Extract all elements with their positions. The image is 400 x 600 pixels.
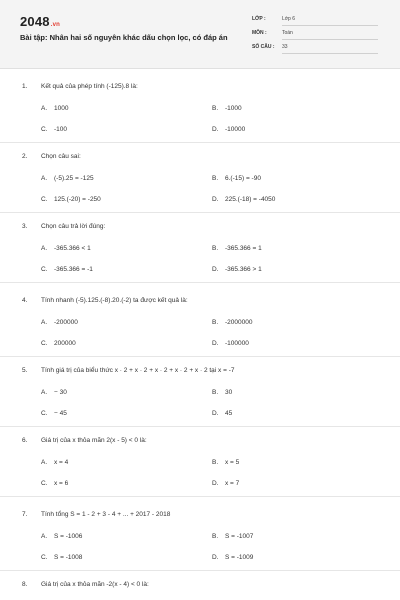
question-text: Tính tổng S = 1 - 2 + 3 - 4 + ... + 2017 - 2018 [41,511,171,518]
option-c[interactable]: C. x = 6 [41,480,69,487]
question-1 [0,72,400,143]
option-b[interactable]: B. x = 5 [212,459,240,466]
question-number: 8. [22,581,28,588]
question-2 [0,142,400,213]
question-number: 5. [22,367,28,374]
option-a[interactable]: A. 1000 [41,105,69,112]
question-number: 4. [22,297,28,304]
option-d[interactable]: D. -10000 [212,126,246,133]
option-b[interactable]: B. 30 [212,389,233,396]
option-c[interactable]: C. S = -1008 [41,554,83,561]
question-number: 2. [22,153,28,160]
option-c[interactable]: C. 125.(-20) = -250 [41,196,101,203]
option-b[interactable]: B. S = -1007 [212,533,254,540]
worksheet-title: Bài tập: Nhân hai số nguyên khác dấu chọn lọc, có đáp án [20,33,228,42]
option-a[interactable]: A. − 30 [41,389,67,396]
question-number: 7. [22,511,28,518]
meta-value: Lớp 6 [282,16,378,26]
meta-question-count [252,44,380,56]
question-number: 6. [22,437,28,444]
question-text: Chọn câu sai: [41,153,81,160]
meta-subject [252,30,380,42]
option-a[interactable]: A. (-5).25 = -125 [41,175,94,182]
option-d[interactable]: D. -100000 [212,340,249,347]
meta-label: SỐ CÂU : [252,44,275,50]
question-3 [0,212,400,283]
option-b[interactable]: B. -365.366 = 1 [212,245,262,252]
meta-label: MÔN : [252,30,267,36]
option-b[interactable]: B. 6.(-15) = -90 [212,175,261,182]
question-text: Tính nhanh (-5).125.(-8).20.(-2) ta được kết quả là: [41,297,188,304]
meta-label: LỚP : [252,16,266,22]
meta-value: Toán [282,30,378,40]
question-4 [0,286,400,357]
question-8 [0,570,400,600]
option-d[interactable]: D. 225.(-18) = -4050 [212,196,276,203]
option-a[interactable]: A. S = -1006 [41,533,83,540]
meta-grade [252,16,380,28]
option-a[interactable]: A. x = 4 [41,459,69,466]
option-d[interactable]: D. -365.366 > 1 [212,266,262,273]
option-d[interactable]: D. 45 [212,410,233,417]
option-b[interactable]: B. -1000 [212,105,242,112]
option-c[interactable]: C. 200000 [41,340,76,347]
option-b[interactable]: B. -2000000 [212,319,253,326]
question-text: Tính giá trị của biểu thức x · 2 + x · 2 + x · 2 + x · 2 + x · 2 tại x = -7 [41,367,235,374]
question-6 [0,426,400,497]
worksheet-header [0,0,400,69]
site-logo[interactable]: 2048.vn [20,14,61,29]
meta-value: 33 [282,44,378,54]
question-text: Giá trị của x thỏa mãn -2(x - 4) < 0 là: [41,581,149,588]
option-c[interactable]: C. -365.366 = -1 [41,266,93,273]
option-c[interactable]: C. -100 [41,126,68,133]
question-text: Chọn câu trả lời đúng: [41,223,106,230]
question-text: Giá trị của x thỏa mãn 2(x - 5) < 0 là: [41,437,147,444]
option-d[interactable]: D. S = -1009 [212,554,254,561]
question-7 [0,500,400,571]
option-a[interactable]: A. -365.366 < 1 [41,245,91,252]
option-c[interactable]: C. − 45 [41,410,67,417]
question-5 [0,356,400,427]
option-a[interactable]: A. -200000 [41,319,78,326]
question-number: 1. [22,83,28,90]
option-d[interactable]: D. x = 7 [212,480,240,487]
question-number: 3. [22,223,28,230]
question-text: Kết quả của phép tính (-125).8 là: [41,83,138,90]
